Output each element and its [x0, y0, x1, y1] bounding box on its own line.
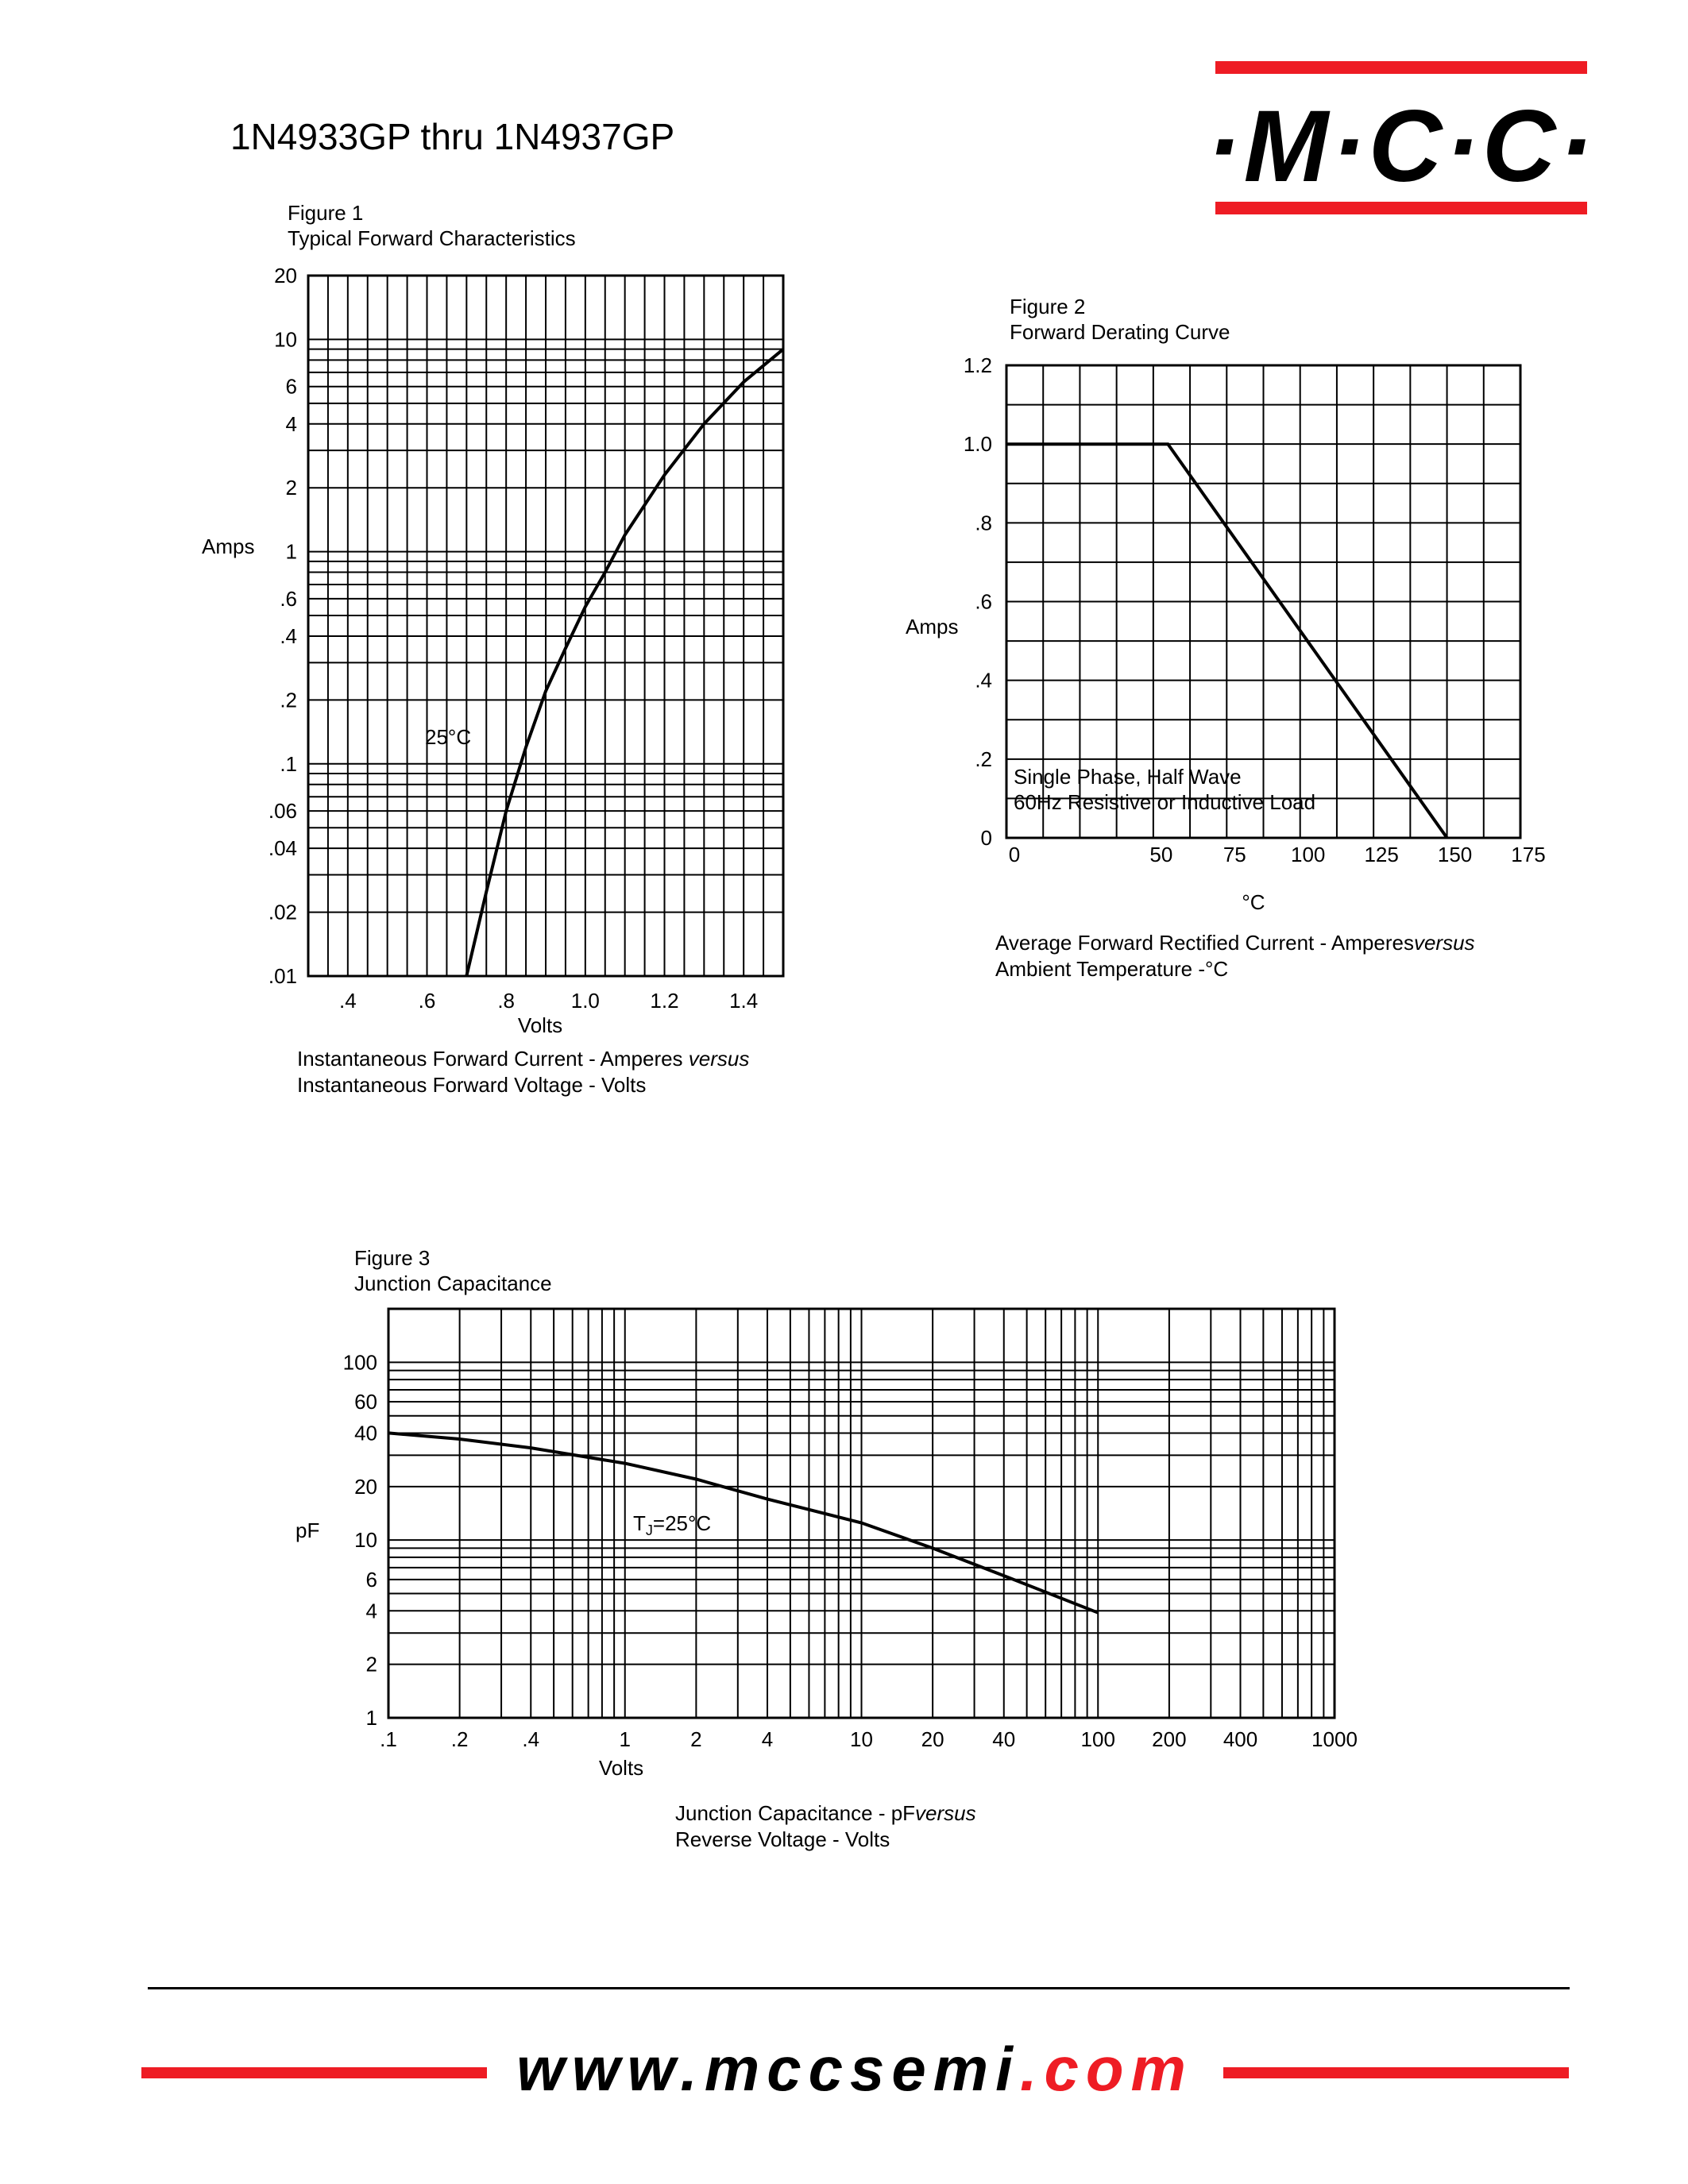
x-tick-label: 50 [1149, 843, 1173, 866]
x-tick-label: 1.2 [650, 989, 679, 1013]
y-tick-label: 1.0 [963, 432, 992, 457]
caption-versus: versus [688, 1047, 750, 1071]
page-title: 1N4933GP thru 1N4937GP [230, 116, 675, 157]
y-tick-label: .04 [268, 836, 297, 861]
x-tick-label: .6 [418, 989, 436, 1013]
mcc-logo: ·M·C·C· [1207, 90, 1596, 203]
figure-label: Figure 3 [354, 1246, 431, 1270]
footer-url-tld: .com [1019, 2034, 1193, 2104]
figure-title: Junction Capacitance [354, 1271, 552, 1295]
caption-line-2: Ambient Temperature -°C [995, 957, 1229, 981]
y-tick-label: 2 [365, 1652, 377, 1677]
x-tick-label: 10 [850, 1727, 873, 1751]
figure-2-forward-derating [906, 295, 1546, 981]
caption-line-2: Instantaneous Forward Voltage - Volts [297, 1073, 647, 1097]
x-tick-label: 0 [1008, 843, 1021, 866]
x-tick-label: 125 [1364, 843, 1399, 866]
x-axis-label: °C [1242, 890, 1265, 914]
y-tick-label: 2 [285, 476, 297, 500]
caption-line-1: Average Forward Rectified Current - Amperesversus [995, 931, 1475, 955]
x-tick-label: 100 [1291, 843, 1326, 866]
footer-divider [148, 1987, 1570, 1989]
figure-title: Forward Derating Curve [1010, 320, 1230, 344]
y-axis-label: Amps [906, 615, 959, 639]
x-axis-label: Volts [598, 1756, 644, 1780]
x-tick-label: 150 [1437, 843, 1473, 866]
figure-3-junction-capacitance [295, 1246, 1358, 1851]
x-tick-label: 40 [992, 1727, 1016, 1751]
y-tick-label: 1 [285, 539, 297, 564]
x-tick-label: 100 [1080, 1727, 1115, 1751]
conditions-line-1: Single Phase, Half Wave [1014, 765, 1242, 789]
temperature-annotation: $T_J=25^\circ C$ [633, 1511, 712, 1538]
x-tick-label: 75 [1223, 843, 1246, 866]
temperature-annotation: 25°C [425, 725, 472, 749]
y-tick-label: 60 [354, 1390, 377, 1414]
conditions-line-2: 60Hz Resistive or Inductive Load [1014, 790, 1316, 814]
footer-url [516, 2034, 1193, 2104]
x-tick-label: 1 [619, 1727, 631, 1751]
x-tick-label: 2 [690, 1727, 702, 1751]
y-tick-label: 6 [285, 374, 297, 399]
caption-versus: versus [915, 1801, 976, 1825]
y-tick-label: .4 [280, 623, 297, 648]
y-tick-label: 20 [354, 1474, 377, 1499]
x-tick-label: 4 [761, 1727, 774, 1751]
y-axis-label: Amps [202, 534, 255, 558]
caption-line-2: Reverse Voltage - Volts [675, 1827, 890, 1851]
y-tick-label: .8 [975, 511, 992, 535]
x-tick-label: .4 [338, 989, 357, 1013]
x-tick-label: 1.0 [570, 989, 600, 1013]
figure-title: Typical Forward Characteristics [288, 226, 576, 250]
x-tick-label: 1.4 [729, 989, 759, 1013]
figure-label: Figure 2 [1010, 295, 1086, 318]
caption-line-1: Junction Capacitance - pFversus [675, 1801, 976, 1825]
y-tick-label: .6 [975, 589, 992, 614]
x-tick-label: 200 [1152, 1727, 1187, 1751]
footer-left-bar [141, 2067, 487, 2078]
x-tick-label: .2 [450, 1727, 469, 1751]
y-tick-label: .2 [975, 747, 992, 771]
caption-versus: versus [1413, 931, 1475, 955]
y-axis-label: pF [295, 1518, 320, 1542]
x-tick-label: .4 [522, 1727, 540, 1751]
y-tick-label: 10 [354, 1528, 377, 1553]
y-tick-label: 0 [980, 826, 992, 850]
figure-label: Figure 1 [288, 201, 364, 225]
y-tick-label: 4 [365, 1599, 377, 1623]
logo-top-bar [1215, 61, 1587, 74]
annotation-subscript: J [645, 1522, 653, 1538]
x-axis-label: Volts [517, 1013, 563, 1037]
y-tick-label: .6 [280, 586, 297, 611]
x-tick-label: .1 [380, 1727, 397, 1751]
y-tick-label: 4 [285, 411, 297, 436]
y-tick-label: 40 [354, 1421, 377, 1445]
x-tick-label: 400 [1223, 1727, 1258, 1751]
y-tick-label: 10 [274, 327, 297, 352]
footer-right-bar [1223, 2067, 1569, 2078]
y-tick-label: 6 [365, 1567, 377, 1592]
footer-url-main: www.mccsemi [516, 2034, 1020, 2104]
logo-bottom-bar [1215, 202, 1587, 214]
y-tick-label: 1.2 [963, 353, 992, 377]
y-tick-label: .2 [280, 688, 297, 712]
y-tick-label: 20 [274, 264, 297, 287]
caption-line-1: Instantaneous Forward Current - Amperes versus [297, 1047, 750, 1071]
y-tick-label: 100 [342, 1350, 377, 1375]
x-tick-label: 175 [1511, 843, 1546, 866]
x-tick-label: 20 [921, 1727, 944, 1751]
x-tick-label: 1000 [1311, 1727, 1358, 1751]
annotation-value: =25°C [652, 1511, 712, 1535]
capacitance-curve [388, 1433, 1098, 1612]
y-tick-label: .06 [268, 799, 297, 824]
y-tick-label: .02 [268, 900, 297, 924]
x-tick-label: .8 [497, 989, 516, 1013]
y-tick-label: .01 [268, 964, 297, 988]
y-tick-label: .1 [280, 751, 297, 776]
y-tick-label: 1 [365, 1706, 377, 1730]
figure-1-forward-characteristics [202, 201, 783, 1097]
y-tick-label: .4 [975, 668, 992, 693]
